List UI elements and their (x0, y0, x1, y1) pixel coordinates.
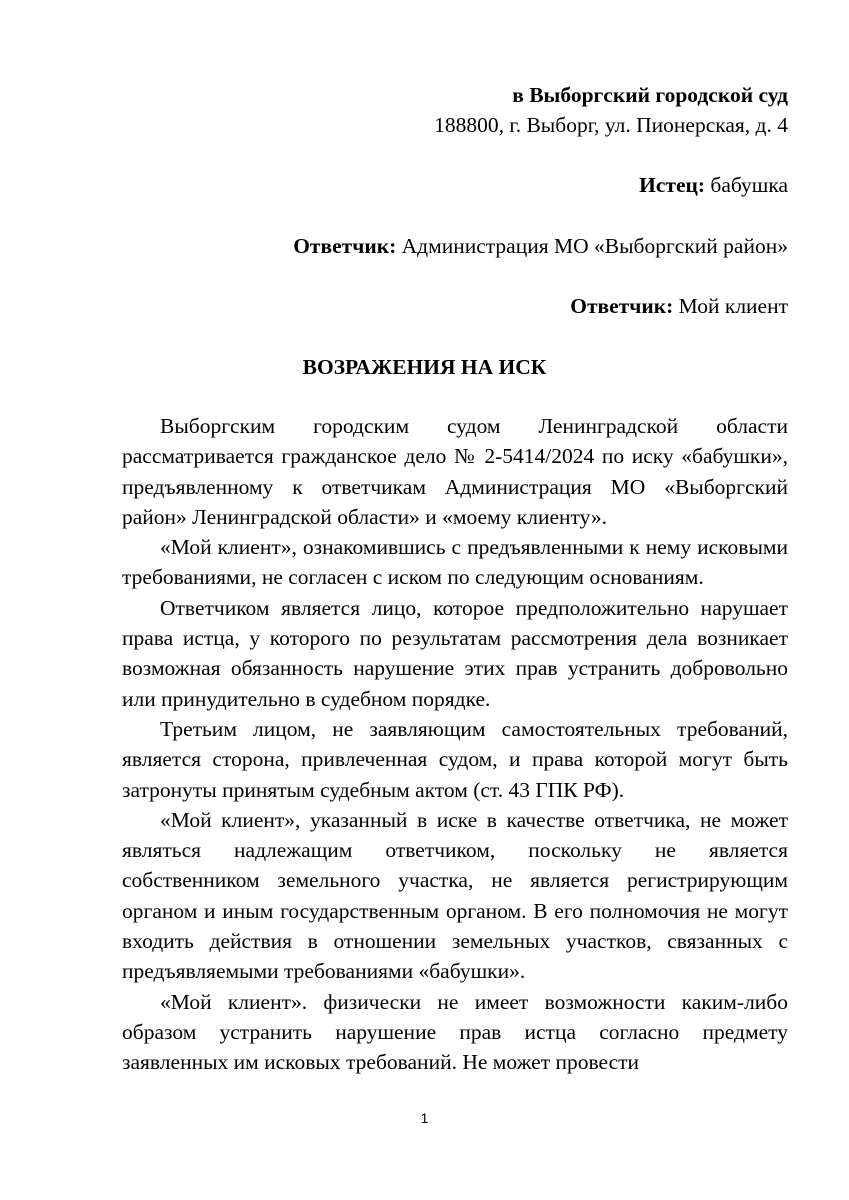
paragraph: Ответчиком является лицо, которое предположительно нарушает права истца, у которого по результатам рассмотрения дела возникает возможная обязанность нарушение этих прав устранить добровольно или принудительно в судебном порядке. (122, 595, 788, 711)
plaintiff-value: бабушка (705, 173, 788, 197)
plaintiff-line (639, 170, 788, 200)
plaintiff-label: Истец: (639, 173, 706, 197)
paragraph: Третьим лицом, не заявляющим самостоятельных требований, является сторона, привлеченная судом, и права которой могут быть затронуты принятым судебным актом (ст. 43 ГПК РФ). (122, 716, 788, 802)
page-number: 1 (420, 1110, 429, 1126)
defendant1-value: Администрация МО «Выборгский район» (396, 234, 788, 258)
defendant2-value: Мой клиент (673, 294, 788, 318)
defendant1-label: Ответчик: (293, 234, 397, 258)
paragraph: «Мой клиент», указанный в иске в качестве ответчика, не может являться надлежащим ответчиком, поскольку не является собственником земельного участка, не является регистрирующим органом и иным государственным органом. В его полномочия не могут входить действия в отношении земельных участков, связанных с предъявляемыми требованиями «бабушки». (122, 807, 788, 984)
paragraph: Выборгским городским судом Ленинградской области рассматривается гражданское дело № 2-5414/2024 по иску «бабушки», предъявленному к ответчикам Администрация МО «Выборгский район» Ленинградской области» и «моему клиенту». (122, 414, 788, 529)
paragraph: «Мой клиент», ознакомившись с предъявленными к нему исковыми требованиями, не согласен с иском по следующим основаниям. (122, 535, 788, 590)
defendant2-label: Ответчик: (570, 294, 674, 318)
defendant2-line (570, 291, 788, 321)
paragraph: «Мой клиент». физически не имеет возможности каким-либо образом устранить нарушение прав истца согласно предмету заявленных им исковых требований. Не может провести (122, 989, 788, 1075)
court-name: в Выборгский городской суд (512, 83, 788, 107)
document-body (122, 411, 788, 1078)
court-address: 188800, г. Выборг, ул. Пионерская, д. 4 (434, 113, 788, 137)
defendant1-line (293, 231, 788, 261)
document-title: ВОЗРАЖЕНИЯ НА ИСК (302, 355, 547, 379)
